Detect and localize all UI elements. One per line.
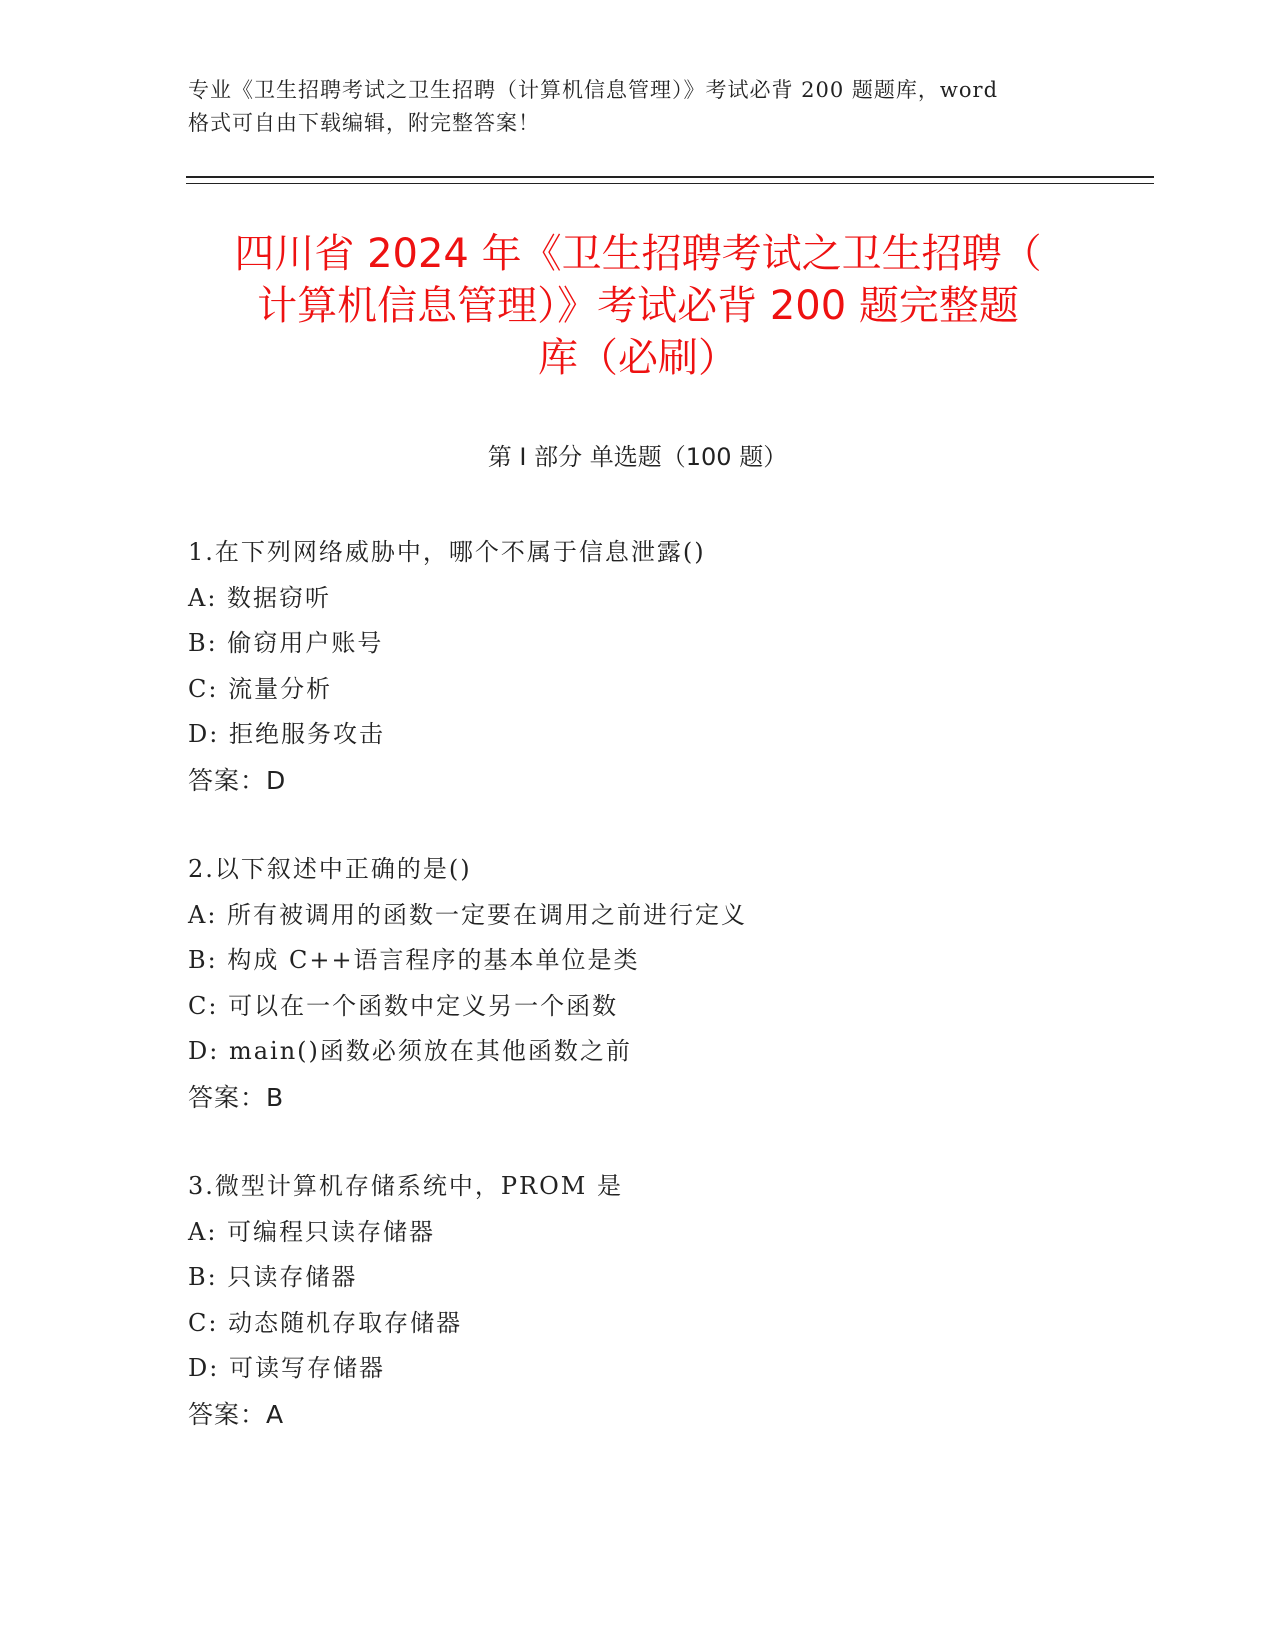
option-b: B: 只读存储器 <box>188 1263 358 1291</box>
answer-line: 答案：D <box>188 765 287 795</box>
title-line: 计算机信息管理）》考试必背 200 题完整题 <box>257 283 1019 329</box>
option-d: D: 拒绝服务攻击 <box>188 720 385 748</box>
option-d: D: 可读写存储器 <box>188 1354 385 1382</box>
option-c: C: 动态随机存取存储器 <box>188 1308 463 1337</box>
option-a: A: 所有被调用的函数一定要在调用之前进行定义 <box>188 900 748 929</box>
question-item <box>188 847 1088 1120</box>
option-b: B: 构成 C++语言程序的基本单位是类 <box>188 946 640 974</box>
header-divider-thin <box>186 183 1154 184</box>
title-line: 库（必刷） <box>538 335 738 381</box>
option-c: C: 可以在一个函数中定义另一个函数 <box>188 991 619 1020</box>
question-stem: 3.微型计算机存储系统中，PROM 是 <box>188 1172 623 1200</box>
question-spacer <box>188 803 1088 847</box>
question-stem: 2.以下叙述中正确的是() <box>188 855 472 883</box>
section-title: 第 I 部分 单选题（100 题） <box>487 443 788 471</box>
question-list <box>188 530 1088 1437</box>
option-d: D: main()函数必须放在其他函数之前 <box>188 1037 632 1065</box>
question-item <box>188 530 1088 803</box>
question-spacer <box>188 1120 1088 1164</box>
option-c: C: 流量分析 <box>188 674 333 703</box>
header-divider-thick <box>186 176 1154 178</box>
option-a: A: 数据窃听 <box>188 583 332 612</box>
intro-paragraph <box>188 74 1088 140</box>
question-item <box>188 1164 1088 1437</box>
question-stem: 1.在下列网络威胁中，哪个不属于信息泄露() <box>188 538 706 566</box>
option-b: B: 偷窃用户账号 <box>188 629 384 657</box>
intro-line: 专业《卫生招聘考试之卫生招聘（计算机信息管理）》考试必背 200 题题库，word <box>188 78 999 102</box>
answer-line: 答案：A <box>188 1399 285 1429</box>
option-a: A: 可编程只读存储器 <box>188 1217 436 1246</box>
intro-line: 格式可自由下载编辑，附完整答案！ <box>188 111 540 135</box>
answer-line: 答案：B <box>188 1082 285 1112</box>
document-title <box>168 228 1108 384</box>
title-line: 四川省 2024 年《卫生招聘考试之卫生招聘（ <box>234 231 1042 277</box>
